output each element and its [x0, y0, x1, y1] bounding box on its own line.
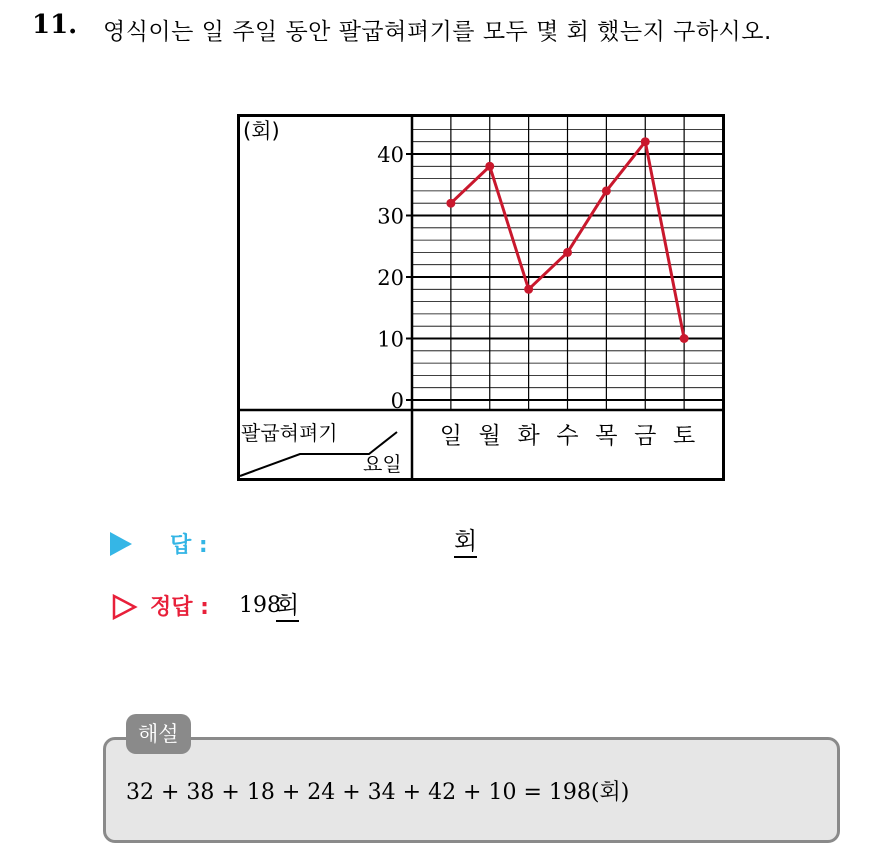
data-point — [485, 162, 494, 171]
y-tick-label: 0 — [390, 389, 404, 413]
y-tick-label: 40 — [377, 143, 404, 167]
data-point — [563, 248, 572, 257]
x-tick-label: 월 — [478, 423, 501, 449]
x-tick-label: 목 — [595, 423, 618, 449]
correct-answer-unit: 회 — [276, 590, 299, 622]
y-axis-label: (회) — [243, 119, 280, 143]
x-tick-label: 수 — [556, 423, 579, 449]
y-tick-label: 20 — [377, 266, 404, 290]
data-point — [680, 334, 689, 343]
x-tick-label: 일 — [439, 423, 462, 449]
answer-row — [110, 526, 610, 562]
correct-answer-value: 198 — [239, 593, 281, 618]
outline-triangle-icon — [112, 594, 138, 620]
data-point — [602, 186, 611, 195]
corner-label-top: 팔굽혀펴기 — [241, 421, 338, 445]
explanation-formula: 32 + 38 + 18 + 24 + 34 + 42 + 10 = 198(회) — [126, 780, 630, 805]
explanation-tab: 해설 — [126, 714, 191, 754]
corner-label-bottom: 요일 — [363, 452, 402, 476]
y-tick-label: 30 — [377, 204, 404, 229]
data-point — [524, 285, 533, 294]
question-text: 영식이는 일 주일 동안 팔굽혀펴기를 모두 몇 회 했는지 구하시오. — [103, 19, 772, 45]
answer-label: 답 : — [170, 533, 208, 558]
data-point — [641, 137, 650, 146]
filled-triangle-icon — [110, 532, 132, 556]
correct-answer-row — [110, 590, 610, 626]
x-tick-label: 금 — [634, 423, 657, 449]
y-tick-label: 10 — [377, 327, 404, 352]
question-number: 11. — [32, 10, 78, 40]
answer-unit: 회 — [454, 526, 477, 558]
x-tick-label: 화 — [517, 423, 540, 449]
correct-answer-label: 정답 : — [150, 595, 209, 620]
line-chart — [237, 114, 725, 482]
x-tick-label: 토 — [673, 423, 696, 449]
data-point — [446, 199, 455, 208]
